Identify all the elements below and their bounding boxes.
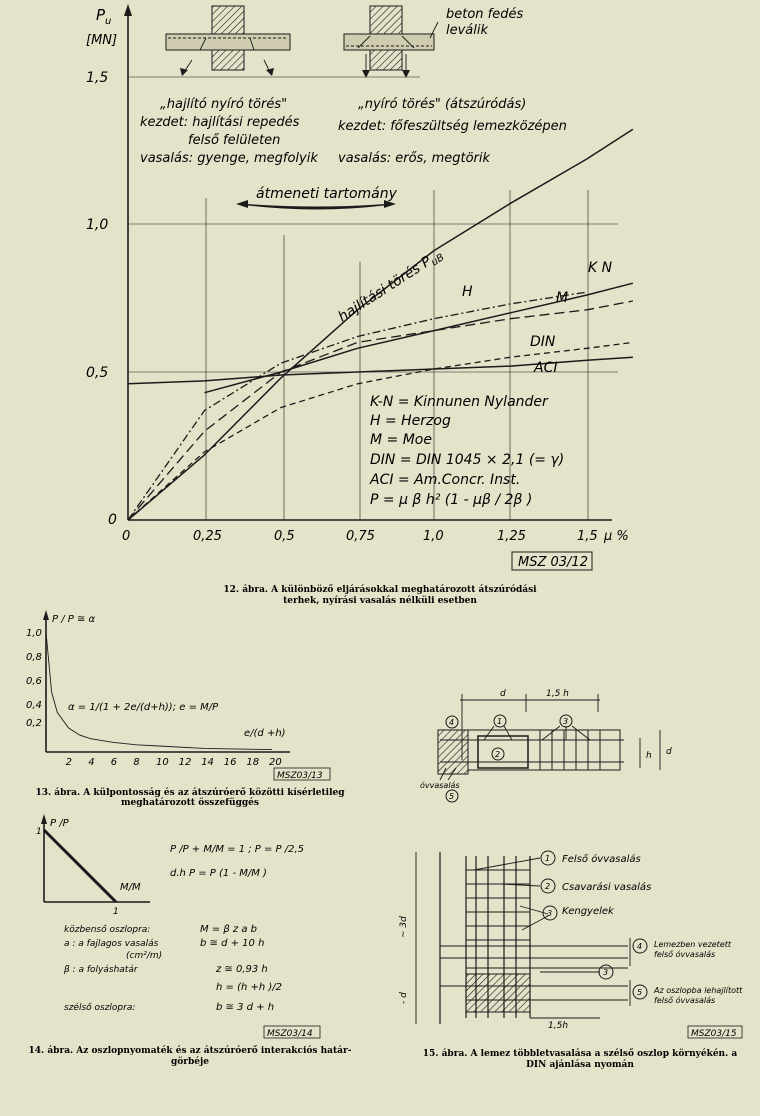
fig15-oszlop2: felső óvvasalás [654,996,716,1005]
fig12-ytick: 1,5 [86,70,109,86]
fig15-p1: 1 [545,854,551,863]
fig15-caption-1: 15. ábra. A lemez többletvasalása a szélső oszlop környékén. a [422,1049,738,1059]
fig15-felso: Felső óvvasalás [562,854,641,865]
fig15-n5: 5 [449,792,455,801]
fig15-kengyel: Kengyelek [562,906,614,917]
fig12-ytick: 0 [108,512,117,528]
fig14-one-y: 1 [36,827,42,837]
fig14-r3b: z ≅ 0,93 h [216,964,268,975]
fig12-xtick: 1,25 [497,529,526,544]
fig12-ytick: 1,0 [86,217,109,233]
fig12-sketch-right [344,6,438,78]
fig12-note1: beton fedés [446,7,524,22]
fig15-n2: 2 [495,750,501,759]
fig15-section [420,689,672,802]
fig12-curve-label: hajlítási törés $P_{uB}$ [335,252,447,326]
fig12-left-line2: felső felületen [188,133,281,148]
fig12-legend-aci: ACI = Am.Concr. Inst. [370,472,521,488]
fig13-ytick: 0,2 [26,718,42,729]
fig15-code: MSZ03/15 [691,1029,737,1039]
fig15-plan [399,851,743,1039]
fig13-xtick: 18 [246,757,260,768]
fig13-caption-1: 13. ábra. A külpontosság és az átszúróerő közötti kísérletileg [35,788,345,798]
fig14-r4b: h = (h +h )/2 [216,982,283,993]
fig12-legend-kn: K-N = Kinnunen Nylander [370,394,548,410]
fig14-xlabel: M/M [120,882,141,893]
fig12-label-kn: K N [588,260,613,276]
fig14-interaction-line [44,830,116,902]
fig15-ds-label: d [500,689,506,699]
fig13-xtick: 2 [65,757,72,768]
fig14-caption-1: 14. ábra. Az oszlopnyomaték és az átszúróerő interakciós határ- [28,1046,352,1056]
fig14-caption-2: görbéje [170,1057,210,1067]
fig12-ytick: 0,5 [86,365,109,381]
fig14-r5a: szélső oszlopra: [64,1003,136,1013]
fig12-xtick: μ % [604,529,629,544]
fig13-xtick-group [66,757,282,768]
fig15-p2: 2 [545,882,551,891]
fig12-right-line1: kezdet: főfeszültség lemezközépen [338,119,567,134]
fig15-caption-2: DIN ajánlása nyomán [526,1060,634,1070]
fig12-label-h: H [462,284,473,300]
fig12-left-line1: kezdet: hajlítási repedés [140,115,300,130]
fig12-legend-pub: P = μ β h² (1 - μβ / 2β ) [370,492,533,508]
fig13-xtick: 20 [269,757,282,768]
fig13-xlabel: e/(d +h) [244,728,286,739]
fig14-r1b: M = β z a b [200,924,258,935]
fig15-h15b: 1,5h [548,1021,569,1031]
fig12-chart [86,4,633,570]
fig12-caption-1: 12. ábra. A különböző eljárásokkal meghatározott átszúródási [223,585,537,595]
fig15-ovvasalas: óvvasalás [420,781,460,790]
fig15-ds2-label: - d [399,992,409,1004]
fig13-ytick: 0,4 [26,700,42,711]
fig12-transition-arrow [240,204,392,209]
fig12-ylabel: $P_u$ [96,6,112,27]
fig14-f2: d.h P = P (1 - M/M ) [170,868,267,879]
fig12-right-line3: vasalás: erős, megtörik [338,151,491,166]
fig14-ylabel: P /P [50,818,69,829]
fig13-chart [26,610,330,781]
fig13-ytick: 0,6 [26,676,42,687]
fig15-csavar: Csavarási vasalás [562,882,652,893]
fig14-diagram [36,814,320,1039]
fig13-formula: α = 1/(1 + 2e/(d+h)); e = M/P [68,702,219,713]
fig14-r2c: b ≅ d + 10 h [200,938,265,949]
fig14-r3a: β : a folyáshatár [64,965,138,975]
fig15-p4: 4 [637,942,643,951]
fig13-xtick: 6 [110,757,118,768]
fig15-p5: 5 [637,988,643,997]
fig15-3d-label: ~ 3d [399,916,409,938]
fig14-one-x: 1 [113,907,119,917]
fig13-xtick: 12 [178,757,192,768]
fig13-caption-2: meghatározott összefüggés [121,798,259,808]
fig13-ytick: 0,8 [26,652,42,663]
fig15-n1: 1 [497,717,503,726]
fig12-left-line3: vasalás: gyenge, megfolyik [140,151,318,166]
fig12-yunit: [MN] [86,33,118,48]
fig15-n3: 3 [563,717,569,726]
fig15-h15-label: 1,5 h [546,689,569,699]
fig13-xtick: 10 [156,757,169,768]
fig15-h-label: h [646,751,652,761]
fig12-left-title: „hajlító nyíró törés" [160,97,288,112]
fig12-sketch-left [166,6,290,76]
fig12-legend-din: DIN = DIN 1045 × 2,1 (= γ) [370,452,565,468]
fig14-r5b: b ≅ 3 d + h [216,1002,275,1013]
fig13-xtick: 4 [88,757,95,768]
fig15-d-label: d [666,747,672,757]
fig15-oszlop1: Az oszlopba lehajlított [654,986,743,995]
fig12-right-title: „nyíró törés" (átszúródás) [358,97,527,112]
fig14-r1a: közbenső oszlopra: [64,925,151,935]
fig12-legend-m: M = Moe [370,432,432,448]
fig14-r2b: (cm²/m) [126,951,163,961]
fig12-xtick: 0,5 [274,529,295,544]
fig13-xtick: 8 [133,757,140,768]
fig12-caption-2: terhek, nyírási vasalás nélküli esetben [283,596,477,606]
fig12-code: MSZ 03/12 [518,555,588,570]
fig13-ylabel: P / P ≅ α [52,614,96,625]
fig12-xtick: 0,75 [346,529,375,544]
fig12-label-m: M [556,290,569,306]
fig15-lemez2: felső óvvasalás [654,950,716,959]
fig12-xtick: 1,5 [577,529,598,544]
fig13-xtick: 14 [201,757,214,768]
fig12-xtick: 0,25 [193,529,222,544]
fig12-note2: leválik [446,23,489,38]
fig14-code: MSZ03/14 [267,1029,313,1039]
fig12-transition-label: átmeneti tartomány [256,186,397,202]
fig15-lemez1: Lemezben vezetett [654,940,732,949]
fig14-r2a: a : a fajlagos vasalás [64,939,159,949]
fig13-ytick: 1,0 [26,628,42,639]
fig12-legend-h: H = Herzog [370,413,451,429]
fig14-f1: P /P + M/M = 1 ; P = P /2,5 [170,844,305,855]
fig13-code: MSZ03/13 [277,771,323,781]
fig12-label-aci: ACI [534,360,558,376]
fig15-p3: 3 [547,909,553,918]
fig13-xtick: 16 [223,757,237,768]
fig13-curve [46,632,272,750]
fig15-n4: 4 [449,718,455,727]
fig12-xtick: 1,0 [423,529,444,544]
fig12-xtick: 0 [122,529,131,544]
fig12-label-din: DIN [530,334,556,350]
fig15-p3b: 3 [603,968,609,977]
